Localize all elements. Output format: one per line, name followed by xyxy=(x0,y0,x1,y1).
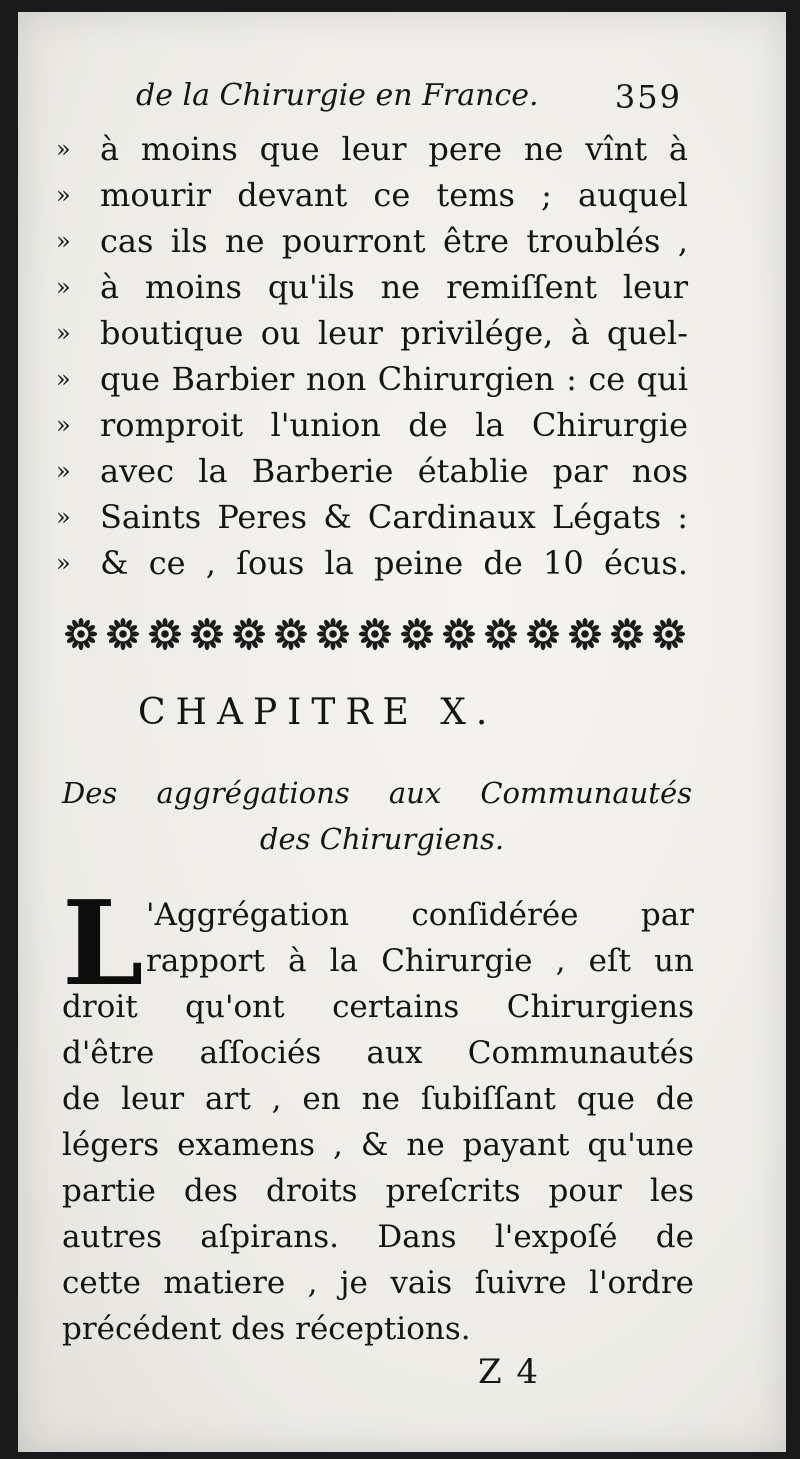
paragraph-line xyxy=(62,1076,694,1122)
paragraph-line xyxy=(62,1214,694,1260)
quote-line xyxy=(56,448,688,494)
fleuron-icon xyxy=(482,615,520,653)
quote-line-text: à moins que leur pere ne vînt à xyxy=(100,130,688,168)
fleuron-icon xyxy=(356,615,394,653)
quote-line xyxy=(56,540,688,586)
paragraph-line-text: cette matiere , je vais ſuivre l'ordre xyxy=(62,1265,694,1301)
paragraph-line-text: droit qu'ont certains Chirurgiens xyxy=(62,989,694,1025)
fleuron-icon xyxy=(398,615,436,653)
quote-mark: » xyxy=(56,549,69,577)
quote-line-text: cas ils ne pourront être troublés , xyxy=(100,222,688,260)
quote-line xyxy=(56,494,688,540)
fleuron-icon xyxy=(566,615,604,653)
paragraph-line xyxy=(62,1122,694,1168)
fleuron-icon xyxy=(608,615,646,653)
paragraph-line xyxy=(62,984,694,1030)
quote-line-text: avec la Barberie établie par nos xyxy=(100,452,688,490)
fleuron-icon xyxy=(230,615,268,653)
quote-line-text: mourir devant ce tems ; auquel xyxy=(100,176,688,214)
quote-mark: » xyxy=(56,365,69,393)
quote-line-text: Saints Peres & Cardinaux Légats : xyxy=(100,498,688,536)
quote-line xyxy=(56,310,688,356)
quote-line xyxy=(56,264,688,310)
paragraph-line xyxy=(62,938,694,984)
quote-line-text: que Barbier non Chirurgien : ce qui xyxy=(100,360,688,398)
paragraph-line-text: d'être aſſociés aux Communautés xyxy=(62,1035,694,1071)
paragraph-line-text: partie des droits preſcrits pour les xyxy=(62,1173,694,1209)
quote-line xyxy=(56,126,688,172)
paragraph-line xyxy=(62,1030,694,1076)
paragraph-line-text: légers examens , & ne payant qu'une xyxy=(62,1127,694,1163)
fleuron-icon xyxy=(314,615,352,653)
running-head xyxy=(118,78,688,122)
paragraph-line-text: précédent des réceptions. xyxy=(62,1311,471,1347)
quote-mark: » xyxy=(56,227,69,255)
drop-cap: L xyxy=(62,876,144,1012)
quote-line-text: & ce , ſous la peine de 10 écus. xyxy=(100,544,688,582)
fleuron-icon xyxy=(524,615,562,653)
paragraph-line-text: de leur art , en ne ſubiſſant que de xyxy=(62,1081,694,1117)
quote-line xyxy=(56,172,688,218)
fleuron-icon xyxy=(440,615,478,653)
signature-mark: Z 4 xyxy=(478,1352,541,1392)
quote-line xyxy=(56,402,688,448)
quote-mark: » xyxy=(56,273,69,301)
paragraph-line-text: rapport à la Chirurgie , eſt un xyxy=(146,943,694,979)
fleuron-icon xyxy=(650,615,688,653)
fleuron-icon xyxy=(104,615,142,653)
paragraph-line-text: 'Aggrégation conſidérée par xyxy=(146,897,694,933)
quote-mark: » xyxy=(56,411,69,439)
chapter-subtitle-line: des Chirurgiens. xyxy=(259,822,505,856)
paragraph-line xyxy=(62,1306,694,1352)
fleuron-icon xyxy=(62,615,100,653)
quote-line-text: romproit l'union de la Chirurgie xyxy=(100,406,688,444)
quote-mark: » xyxy=(56,319,69,347)
quote-mark: » xyxy=(56,181,69,209)
paragraph-line-text: autres aſpirans. Dans l'expoſé de xyxy=(62,1219,694,1255)
quote-line-text: à moins qu'ils ne remiſſent leur xyxy=(100,268,688,306)
page-number: 359 xyxy=(614,78,682,116)
fleuron-band xyxy=(62,612,688,656)
running-head-title: de la Chirurgie en France. xyxy=(136,78,539,113)
paragraph-line xyxy=(62,892,694,938)
quote-line xyxy=(56,356,688,402)
quote-mark: » xyxy=(56,457,69,485)
chapter-subtitle xyxy=(62,770,692,862)
chapter-subtitle-line: Des aggrégations aux Communautés xyxy=(62,776,692,810)
fleuron-icon xyxy=(188,615,226,653)
quote-mark: » xyxy=(56,135,69,163)
fleuron-icon xyxy=(146,615,184,653)
quoted-passage xyxy=(56,126,688,586)
quote-mark: » xyxy=(56,503,69,531)
paragraph-line xyxy=(62,1168,694,1214)
quote-line-text: boutique ou leur privilége, à quel- xyxy=(100,314,688,352)
quote-line xyxy=(56,218,688,264)
fleuron-icon xyxy=(272,615,310,653)
book-page xyxy=(18,12,786,1452)
chapter-heading: CHAPITRE X. xyxy=(138,692,498,733)
body-paragraph xyxy=(62,876,694,1352)
paragraph-line xyxy=(62,1260,694,1306)
